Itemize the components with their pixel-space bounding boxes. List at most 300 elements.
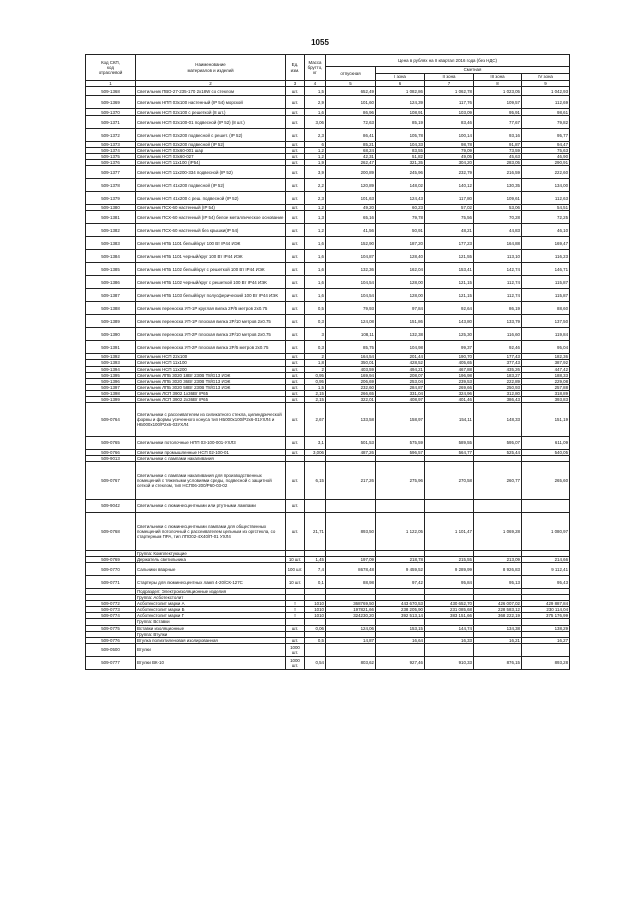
row-name: Светильник ПСХ-60 настенный (IP 54) белое металлическое основание xyxy=(136,211,286,224)
row-price-zone-3: 70,28 xyxy=(474,211,522,224)
table-row xyxy=(86,166,570,179)
row-name: Светильник НСП 02х100-01 подвесной (IP 52) (8 шт.) xyxy=(136,116,286,129)
row-price-zone-2: 190,70 xyxy=(425,354,474,360)
row-name: Втулка полиэтиленовая изолированная xyxy=(136,637,286,643)
row-price-zone-1: 253,04 xyxy=(376,378,425,384)
row-price-zone-1: 331,04 xyxy=(376,390,425,396)
row-unit: шт. xyxy=(286,160,305,166)
row-code: 509-1371 xyxy=(86,116,136,129)
row-price-release: 152,90 xyxy=(326,237,376,250)
column-number: 3 xyxy=(286,81,305,87)
row-price-zone-1: 9 459,52 xyxy=(376,563,425,576)
row-code: 509-0777 xyxy=(86,656,136,669)
row-mass: 3,9 xyxy=(305,166,326,179)
row-price-zone-2: 121,15 xyxy=(425,289,474,302)
row-unit: шт. xyxy=(286,449,305,455)
row-price-release: 72,63 xyxy=(326,116,376,129)
row-name: Втулки xyxy=(136,643,286,656)
row-unit: шт. xyxy=(286,192,305,205)
table-row xyxy=(86,402,570,436)
row-price-zone-1: 51,82 xyxy=(376,154,425,160)
row-price-release: 403,59 xyxy=(326,366,376,372)
row-price-zone-3: 228 583,12 xyxy=(474,607,522,613)
row-mass: 1,8 xyxy=(305,360,326,366)
row-price-release: 197821,66 xyxy=(326,607,376,613)
row-price-zone-4: 115,87 xyxy=(522,276,570,289)
row-price-release: 164,54 xyxy=(326,354,376,360)
row-price-zone-3: 93,16 xyxy=(474,129,522,142)
row-price-zone-1: 201,44 xyxy=(376,354,425,360)
row-mass xyxy=(305,500,326,513)
row-price-zone-2: 144,74 xyxy=(425,625,474,631)
row-unit: шт. xyxy=(286,302,305,315)
row-price-release: 350,01 xyxy=(326,360,376,366)
row-price-zone-1: 408,97 xyxy=(376,396,425,402)
table-row xyxy=(86,315,570,328)
row-price-zone-2: 121,55 xyxy=(425,250,474,263)
row-price-zone-4: 134,00 xyxy=(522,179,570,192)
row-mass: 1010 xyxy=(305,601,326,607)
column-number: 7 xyxy=(425,81,474,87)
row-unit: шт. xyxy=(286,166,305,179)
row-price-zone-2: 405,65 xyxy=(425,360,474,366)
row-unit: шт. xyxy=(286,396,305,402)
row-code: 509-1394 xyxy=(86,366,136,372)
row-price-zone-1: 392 513,14 xyxy=(376,613,425,619)
row-mass: 2,67 xyxy=(305,402,326,436)
row-code: 509-0500 xyxy=(86,643,136,656)
row-code: 509-0766 xyxy=(86,449,136,455)
row-mass: 2,2 xyxy=(305,179,326,192)
row-price-zone-2: 564,77 xyxy=(425,449,474,455)
row-name: Светильник НСП 41х200 подвесной (IP 52) xyxy=(136,179,286,192)
row-mass: 0,3 xyxy=(305,315,326,328)
row-unit: шт. xyxy=(286,500,305,513)
row-price-release: 85,21 xyxy=(326,142,376,148)
row-mass: 0,95 xyxy=(305,372,326,378)
row-code: 509-1383 xyxy=(86,237,136,250)
row-code: 509-1390 xyxy=(86,328,136,341)
row-name: Светильник НСП 11х100 (IP54) xyxy=(136,160,286,166)
row-mass: 3,06 xyxy=(305,116,326,129)
row-price-zone-1: 83,55 xyxy=(376,148,425,154)
row-price-zone-1: 927,46 xyxy=(376,656,425,669)
row-price-zone-4: 95,77 xyxy=(522,129,570,142)
row-code: 509-0768 xyxy=(86,513,136,551)
row-price-zone-3: 86,19 xyxy=(474,302,522,315)
row-price-zone-2: 140,12 xyxy=(425,179,474,192)
row-unit: шт. xyxy=(286,436,305,449)
row-price-release: 79,93 xyxy=(326,302,376,315)
row-mass: 1010 xyxy=(305,613,326,619)
row-code: 509-0771 xyxy=(86,576,136,589)
row-price-zone-2: 49,05 xyxy=(425,154,474,160)
row-price-zone-4: 46,10 xyxy=(522,224,570,237)
row-price-zone-3: 53,06 xyxy=(474,205,522,211)
header-zone-3: III зона xyxy=(474,74,522,81)
row-code: 509-1380 xyxy=(86,205,136,211)
row-price-zone-1: 284,87 xyxy=(376,384,425,390)
row-price-zone-4: 222,60 xyxy=(522,166,570,179)
row-code: 509-1393 xyxy=(86,360,136,366)
row-unit: т xyxy=(286,613,305,619)
row-price-zone-1: 238 205,90 xyxy=(376,607,425,613)
row-price-release: 42,31 xyxy=(326,154,376,160)
row-unit: шт. xyxy=(286,625,305,631)
row-price-release: 652,49 xyxy=(326,87,376,96)
row-price-zone-3: 386,43 xyxy=(474,396,522,402)
row-unit: шт. xyxy=(286,341,305,354)
row-price-release: 88,98 xyxy=(326,576,376,589)
row-unit: шт. xyxy=(286,250,305,263)
row-price-zone-1: 104,33 xyxy=(376,142,425,148)
row-name: Светильник НПБ 1102 белый/круг с решеткой 100 Вт IP44 ИЭК xyxy=(136,263,286,276)
row-name: Группа: Асботекстолит xyxy=(136,595,286,601)
column-number: 9 xyxy=(522,81,570,87)
row-price-zone-4: 375 176,99 xyxy=(522,613,570,619)
row-price-zone-3: 112,74 xyxy=(474,289,522,302)
row-name: Светильник ЛПБ 3020 36Вт 230В T8/G13 ИЭК xyxy=(136,378,286,384)
row-price-zone-1: 443 670,53 xyxy=(376,601,425,607)
row-code: 509-9042 xyxy=(86,500,136,513)
row-code: 509-0767 xyxy=(86,462,136,500)
row-price-release: 232,60 xyxy=(326,384,376,390)
row-price-zone-2: 467,88 xyxy=(425,366,474,372)
row-price-release: 101,63 xyxy=(326,192,376,205)
row-price-zone-4: 116,23 xyxy=(522,250,570,263)
row-price-zone-3: 312,80 xyxy=(474,390,522,396)
row-price-zone-3 xyxy=(474,500,522,513)
row-price-zone-2: 16,33 xyxy=(425,637,474,643)
row-code: 509-0776 xyxy=(86,637,136,643)
row-price-zone-4: 98,61 xyxy=(522,109,570,116)
row-code: 509-1372 xyxy=(86,129,136,142)
row-price-zone-3: 109,61 xyxy=(474,192,522,205)
row-price-zone-2: 324,96 xyxy=(425,390,474,396)
row-price-zone-1: 187,20 xyxy=(376,237,425,250)
row-price-zone-4: 230 114,04 xyxy=(522,607,570,613)
row-price-zone-3: 112,74 xyxy=(474,276,522,289)
row-price-zone-3: 595,07 xyxy=(474,436,522,449)
row-code: 509-0773 xyxy=(86,607,136,613)
row-price-zone-3: 95,91 xyxy=(474,109,522,116)
row-price-zone-2: 153,41 xyxy=(425,263,474,276)
row-price-zone-4: 290,91 xyxy=(522,160,570,166)
row-unit: 10 шт. xyxy=(286,557,305,563)
row-price-zone-1: 97,42 xyxy=(376,576,425,589)
row-name: Группа: Втулки xyxy=(136,631,286,637)
row-price-zone-4 xyxy=(522,643,570,656)
row-name: Вставки изоляционные xyxy=(136,625,286,631)
row-name: Светильники с люминесцентными или ртутными лампами xyxy=(136,500,286,513)
row-mass: 1,5 xyxy=(305,384,326,390)
row-code: 509-1395 xyxy=(86,372,136,378)
row-unit: шт. xyxy=(286,402,305,436)
row-price-zone-4: 540,05 xyxy=(522,449,570,455)
row-price-release: 197,09 xyxy=(326,557,376,563)
row-price-zone-2: 100,14 xyxy=(425,129,474,142)
row-price-zone-1: 321,35 xyxy=(376,160,425,166)
row-unit: шт. xyxy=(286,109,305,116)
row-name: Держатель светильника xyxy=(136,557,286,563)
row-code: 509-1384 xyxy=(86,250,136,263)
row-price-zone-2 xyxy=(425,500,474,513)
row-price-release: 262,47 xyxy=(326,160,376,166)
row-price-release: 104,87 xyxy=(326,250,376,263)
row-unit: шт. xyxy=(286,360,305,366)
row-price-zone-2: 57,02 xyxy=(425,205,474,211)
header-zone-1: I зона xyxy=(376,74,425,81)
row-price-release: 893,50 xyxy=(326,513,376,551)
row-price-zone-3: 377,43 xyxy=(474,360,522,366)
row-mass: 1,6 xyxy=(305,250,326,263)
row-price-zone-4: 265,60 xyxy=(522,462,570,500)
row-mass: 2,3 xyxy=(305,129,326,142)
table-body xyxy=(86,87,570,670)
row-price-zone-2: 117,76 xyxy=(425,96,474,109)
table-row xyxy=(86,116,570,129)
row-price-zone-4: 75,63 xyxy=(522,148,570,154)
row-price-zone-3: 142,74 xyxy=(474,263,522,276)
row-code: 509-0764 xyxy=(86,402,136,436)
row-price-zone-4: 429 887,84 xyxy=(522,601,570,607)
row-name: Светильник переноска УП-1Р плоская вилка 2Р/10 метров 2х0.75 xyxy=(136,315,286,328)
row-price-zone-2: 232,79 xyxy=(425,166,474,179)
header-release: отпускная xyxy=(326,67,376,81)
row-price-zone-1: 97,84 xyxy=(376,302,425,315)
row-code: 509-1378 xyxy=(86,179,136,192)
row-mass: 2,3 xyxy=(305,192,326,205)
row-unit: шт. xyxy=(286,205,305,211)
header-mass: Масса брутто, кг xyxy=(305,55,326,81)
row-price-zone-3: 435,26 xyxy=(474,366,522,372)
row-price-release: 41,56 xyxy=(326,224,376,237)
row-price-zone-4: 137,50 xyxy=(522,315,570,328)
row-price-release: 266,65 xyxy=(326,390,376,396)
row-price-release: 206,69 xyxy=(326,378,376,384)
row-name: Светильник ЛСП 3902 1х36Вт IP65 xyxy=(136,390,286,396)
row-mass: 1,2 xyxy=(305,224,326,237)
column-number: 2 xyxy=(136,81,286,87)
row-price-zone-1: 132,38 xyxy=(376,328,425,341)
row-price-release xyxy=(326,500,376,513)
row-price-release: 368769,50 xyxy=(326,601,376,607)
row-unit: шт. xyxy=(286,289,305,302)
row-price-zone-4: 188,33 xyxy=(522,372,570,378)
row-unit: 1000 шт. xyxy=(286,656,305,669)
row-price-release: 124,06 xyxy=(326,625,376,631)
row-price-zone-2: 143,80 xyxy=(425,315,474,328)
row-mass: 3 xyxy=(305,328,326,341)
row-price-zone-3: 45,63 xyxy=(474,154,522,160)
row-code: 509-1396 xyxy=(86,378,136,384)
header-zone-2: II зона xyxy=(425,74,474,81)
row-mass: 0,06 xyxy=(305,625,326,631)
row-mass: 1,6 xyxy=(305,263,326,276)
row-name: Светильник НПБ 1102 черный/круг с решеткой 100 Вт IP44 ИЭК xyxy=(136,276,286,289)
row-price-release: 217,26 xyxy=(326,462,376,500)
row-price-zone-3: 222,89 xyxy=(474,378,522,384)
row-price-zone-2: 304,20 xyxy=(425,160,474,166)
row-price-zone-3: 109,57 xyxy=(474,96,522,109)
table-row xyxy=(86,96,570,109)
row-price-zone-4: 46,90 xyxy=(522,154,570,160)
table-row xyxy=(86,250,570,263)
row-name: Светильник ЛСП 3902 2х36Вт IP65 xyxy=(136,396,286,402)
row-price-zone-2: 125,30 xyxy=(425,328,474,341)
row-price-zone-4 xyxy=(522,500,570,513)
row-price-zone-2: 121,15 xyxy=(425,276,474,289)
row-price-zone-2: 98,78 xyxy=(425,142,474,148)
row-name: Светильники с рассеивателем из силикатного стекла, цилиндрической формы и формы усеченного конуса тип НБ000х100/Р2х6-01УХЛ4 и НБ000х100/Р2х6-03УХЛ4 xyxy=(136,402,286,436)
row-price-release: 132,36 xyxy=(326,263,376,276)
row-price-zone-3: 95,13 xyxy=(474,576,522,589)
row-price-zone-2: 83,46 xyxy=(425,116,474,129)
row-price-zone-4: 112,63 xyxy=(522,192,570,205)
table-row xyxy=(86,109,570,116)
row-mass: 21,71 xyxy=(305,513,326,551)
row-price-release: 120,89 xyxy=(326,179,376,192)
row-price-zone-2: 231 085,68 xyxy=(425,607,474,613)
row-price-zone-2: 117,80 xyxy=(425,192,474,205)
row-name: Светильник НПБ 1103 белый/круг полусферический 100 Вт IP44 ИЭК xyxy=(136,289,286,302)
table-row xyxy=(86,263,570,276)
row-code: 509-1387 xyxy=(86,289,136,302)
row-code: 509-1391 xyxy=(86,341,136,354)
row-name: Светильники с лампами накаливания для производственных помещений с тяжелыми условиями среды, подвесной с защитной сеткой и стеклом, тип НСП06-200/Р60-03-02 xyxy=(136,462,286,500)
row-price-zone-3: 164,88 xyxy=(474,237,522,250)
header-estimate: Сметная xyxy=(376,67,570,74)
row-code: 509-1376 xyxy=(86,160,136,166)
row-name: Светильник НСП 11х100 xyxy=(136,360,286,366)
row-mass: 2,15 xyxy=(305,396,326,402)
row-price-release: 86,41 xyxy=(326,129,376,142)
row-price-zone-4: 16,27 xyxy=(522,637,570,643)
row-mass: 6 xyxy=(305,142,326,148)
row-price-zone-3 xyxy=(474,643,522,656)
row-price-zone-1: 128,00 xyxy=(376,289,425,302)
row-price-zone-2: 99,37 xyxy=(425,341,474,354)
row-code: 509-9013 xyxy=(86,455,136,461)
row-price-zone-2: 154,11 xyxy=(425,402,474,436)
row-price-release: 85,75 xyxy=(326,341,376,354)
row-mass: 6,15 xyxy=(305,462,326,500)
row-name: Подраздел: Электроизоляционные изделия xyxy=(136,589,286,595)
row-price-release: 200,89 xyxy=(326,166,376,179)
page-number: 1055 xyxy=(311,38,329,47)
row-name: Стартеры для люминесцентных ламп 4-20/СК-127С xyxy=(136,576,286,589)
row-price-release: 8678,48 xyxy=(326,563,376,576)
row-price-zone-2: 401,46 xyxy=(425,396,474,402)
row-code: 509-1386 xyxy=(86,276,136,289)
table-row xyxy=(86,500,570,513)
row-name: Светильник НСП 02х200 подвесной (IP 52) xyxy=(136,142,286,148)
column-number: 1 xyxy=(86,81,136,87)
row-price-zone-4: 151,19 xyxy=(522,402,570,436)
row-code: 509-0772 xyxy=(86,601,136,607)
row-price-zone-1: 128,40 xyxy=(376,250,425,263)
column-number: 5 xyxy=(326,81,376,87)
row-price-zone-2 xyxy=(425,643,474,656)
header-zone-4: IV зона xyxy=(522,74,570,81)
row-mass: 0,95 xyxy=(305,378,326,384)
table-row xyxy=(86,462,570,500)
row-mass: 2 xyxy=(305,354,326,360)
row-price-release: 803,62 xyxy=(326,656,376,669)
price-table xyxy=(85,54,570,670)
row-price-release: 169,94 xyxy=(326,372,376,378)
header-unit: Ед. изм. xyxy=(286,55,305,81)
row-price-zone-3: 183,27 xyxy=(474,372,522,378)
table-row xyxy=(86,179,570,192)
row-price-zone-1: 16,64 xyxy=(376,637,425,643)
header-name: Наименование материалов и изделий xyxy=(136,55,286,81)
row-code: 509-1388 xyxy=(86,302,136,315)
row-price-zone-4: 95,04 xyxy=(522,341,570,354)
row-code: 509-1370 xyxy=(86,109,136,116)
row-unit: т xyxy=(286,607,305,613)
row-price-zone-1: 1 122,05 xyxy=(376,513,425,551)
row-price-zone-4: 9 112,41 xyxy=(522,563,570,576)
row-price-zone-4: 138,29 xyxy=(522,625,570,631)
row-mass: 2 xyxy=(305,366,326,372)
row-price-release: 133,58 xyxy=(326,402,376,436)
table-row xyxy=(86,341,570,354)
row-name: Светильник ПВО-27-235-170 2х18W со стеклом xyxy=(136,87,286,96)
row-code: 509-1368 xyxy=(86,87,136,96)
row-mass: 0,1 xyxy=(305,576,326,589)
row-mass: 0,5 xyxy=(305,302,326,315)
row-name: Светильник НПП 03х100 настенный (IP 54) морской xyxy=(136,96,286,109)
row-unit: 10 шт. xyxy=(286,576,305,589)
row-unit: шт. xyxy=(286,384,305,390)
row-unit: шт. xyxy=(286,148,305,154)
row-price-zone-2: 75,56 xyxy=(425,211,474,224)
row-price-zone-3: 134,38 xyxy=(474,625,522,631)
row-price-zone-1: 208,07 xyxy=(376,372,425,378)
row-price-zone-2: 215,55 xyxy=(425,557,474,563)
table-row xyxy=(86,328,570,341)
row-mass: 1,2 xyxy=(305,148,326,154)
row-price-release: 68,24 xyxy=(326,148,376,154)
row-name: Светильник НСП 03х60-027 xyxy=(136,154,286,160)
row-price-zone-1: 596,57 xyxy=(376,449,425,455)
row-price-zone-3: 525,44 xyxy=(474,449,522,455)
row-price-zone-1: 218,78 xyxy=(376,557,425,563)
row-price-release: 487,26 xyxy=(326,449,376,455)
row-code: 509-1382 xyxy=(86,224,136,237)
row-mass: 1,6 xyxy=(305,289,326,302)
row-code: 509-0775 xyxy=(86,625,136,631)
row-code: 509-1399 xyxy=(86,396,136,402)
row-price-zone-1: 153,15 xyxy=(376,625,425,631)
row-price-zone-1: 1 082,86 xyxy=(376,87,425,96)
row-price-zone-4: 1 080,97 xyxy=(522,513,570,551)
row-price-zone-1: 494,21 xyxy=(376,366,425,372)
table-row xyxy=(86,237,570,250)
row-price-zone-3: 92,46 xyxy=(474,341,522,354)
row-code: 509-1392 xyxy=(86,354,136,360)
row-price-zone-2: 79,09 xyxy=(425,148,474,154)
row-price-zone-1 xyxy=(376,643,425,656)
header-price-title: Цена в рублях на II квартал 2016 года (без НДС) xyxy=(326,55,570,67)
row-price-zone-1: 124,39 xyxy=(376,96,425,109)
row-price-zone-4: 229,08 xyxy=(522,378,570,384)
row-name: Асботекстолит марки А xyxy=(136,601,286,607)
row-name: Светильник НПБ 1101 черный/круг 100 Вт IP44 ИЭК xyxy=(136,250,286,263)
row-name: Светильник НСП 22х100 xyxy=(136,354,286,360)
row-price-zone-1: 162,04 xyxy=(376,263,425,276)
